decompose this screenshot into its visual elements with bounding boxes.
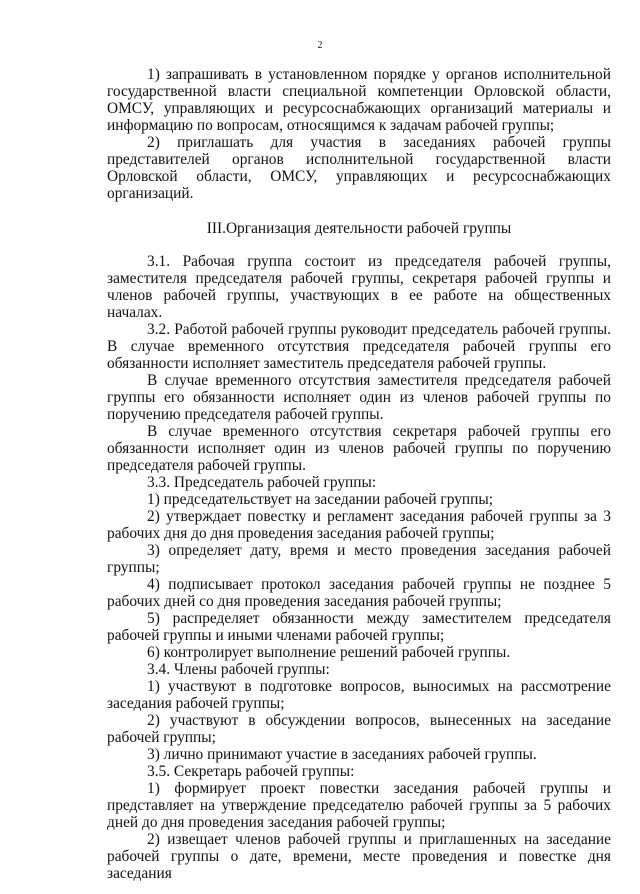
list-item: 4) подписывает протокол заседания рабочей группы не позднее 5 рабочих дней со дня проведения заседания рабочей группы;: [107, 576, 611, 610]
paragraph: 3.5. Секретарь рабочей группы:: [147, 763, 355, 780]
paragraph: 1) запрашивать в установленном порядке у органов исполнительной государственной власти специальной компетенции Орловской области, ОМСУ, управляющих и ресурсоснабжающих организаций материалы и информацию по вопросам, относящимся к задачам рабочей группы;: [107, 66, 611, 134]
paragraph: 3.4. Члены рабочей группы:: [147, 661, 330, 678]
list-item: 5) распределяет обязанности между заместителем председателя рабочей группы и иными членами рабочей группы;: [107, 610, 611, 644]
document-body: [107, 66, 611, 882]
list-item: 1) формирует проект повестки заседания рабочей группы и представляет на утверждение председателю рабочей группы за 5 рабочих дней до дня проведения заседания рабочей группы;: [107, 780, 611, 831]
list-item: 6) контролирует выполнение решений рабочей группы.: [147, 644, 511, 661]
page-number: 2: [317, 40, 323, 51]
paragraph: В случае временного отсутствия заместителя председателя рабочей группы его обязанности исполняет один из членов рабочей группы по поручению председателя рабочей группы.: [107, 372, 611, 423]
paragraph: 2) приглашать для участия в заседаниях рабочей группы представителей органов исполнительной государственной власти Орловской области, ОМСУ, управляющих и ресурсоснабжающих организаций.: [107, 134, 611, 202]
list-item: 3) лично принимают участие в заседаниях рабочей группы.: [147, 746, 537, 763]
list-item: 1) участвуют в подготовке вопросов, выносимых на рассмотрение заседания рабочей группы;: [107, 678, 611, 712]
section-heading: III.Организация деятельности рабочей группы: [206, 220, 512, 237]
list-item: 1) председательствует на заседании рабочей группы;: [147, 491, 494, 508]
paragraph: 3.3. Председатель рабочей группы:: [147, 474, 377, 491]
paragraph: В случае временного отсутствия секретаря рабочей группы его обязанности исполняет один из членов рабочей группы по поручению председателя рабочей группы.: [107, 423, 611, 474]
list-item: 2) утверждает повестку и регламент заседания рабочей группы за 3 рабочих дня до дня проведения заседания рабочей группы;: [107, 508, 611, 542]
paragraph: 3.2. Работой рабочей группы руководит председатель рабочей группы. В случае временного отсутствия председателя рабочей группы его обязанности исполняет заместитель председателя рабочей группы.: [107, 321, 611, 372]
list-item: 2) извещает членов рабочей группы и приглашенных на заседание рабочей группы о дате, времени, месте проведения и повестке дня заседания: [107, 831, 611, 882]
list-item: 3) определяет дату, время и место проведения заседания рабочей группы;: [107, 542, 611, 576]
list-item: 2) участвуют в обсуждении вопросов, вынесенных на заседание рабочей группы;: [107, 712, 611, 746]
paragraph: 3.1. Рабочая группа состоит из председателя рабочей группы, заместителя председателя рабочей группы, секретаря рабочей группы и членов рабочей группы, участвующих в ее работе на общественных началах.: [107, 253, 611, 321]
